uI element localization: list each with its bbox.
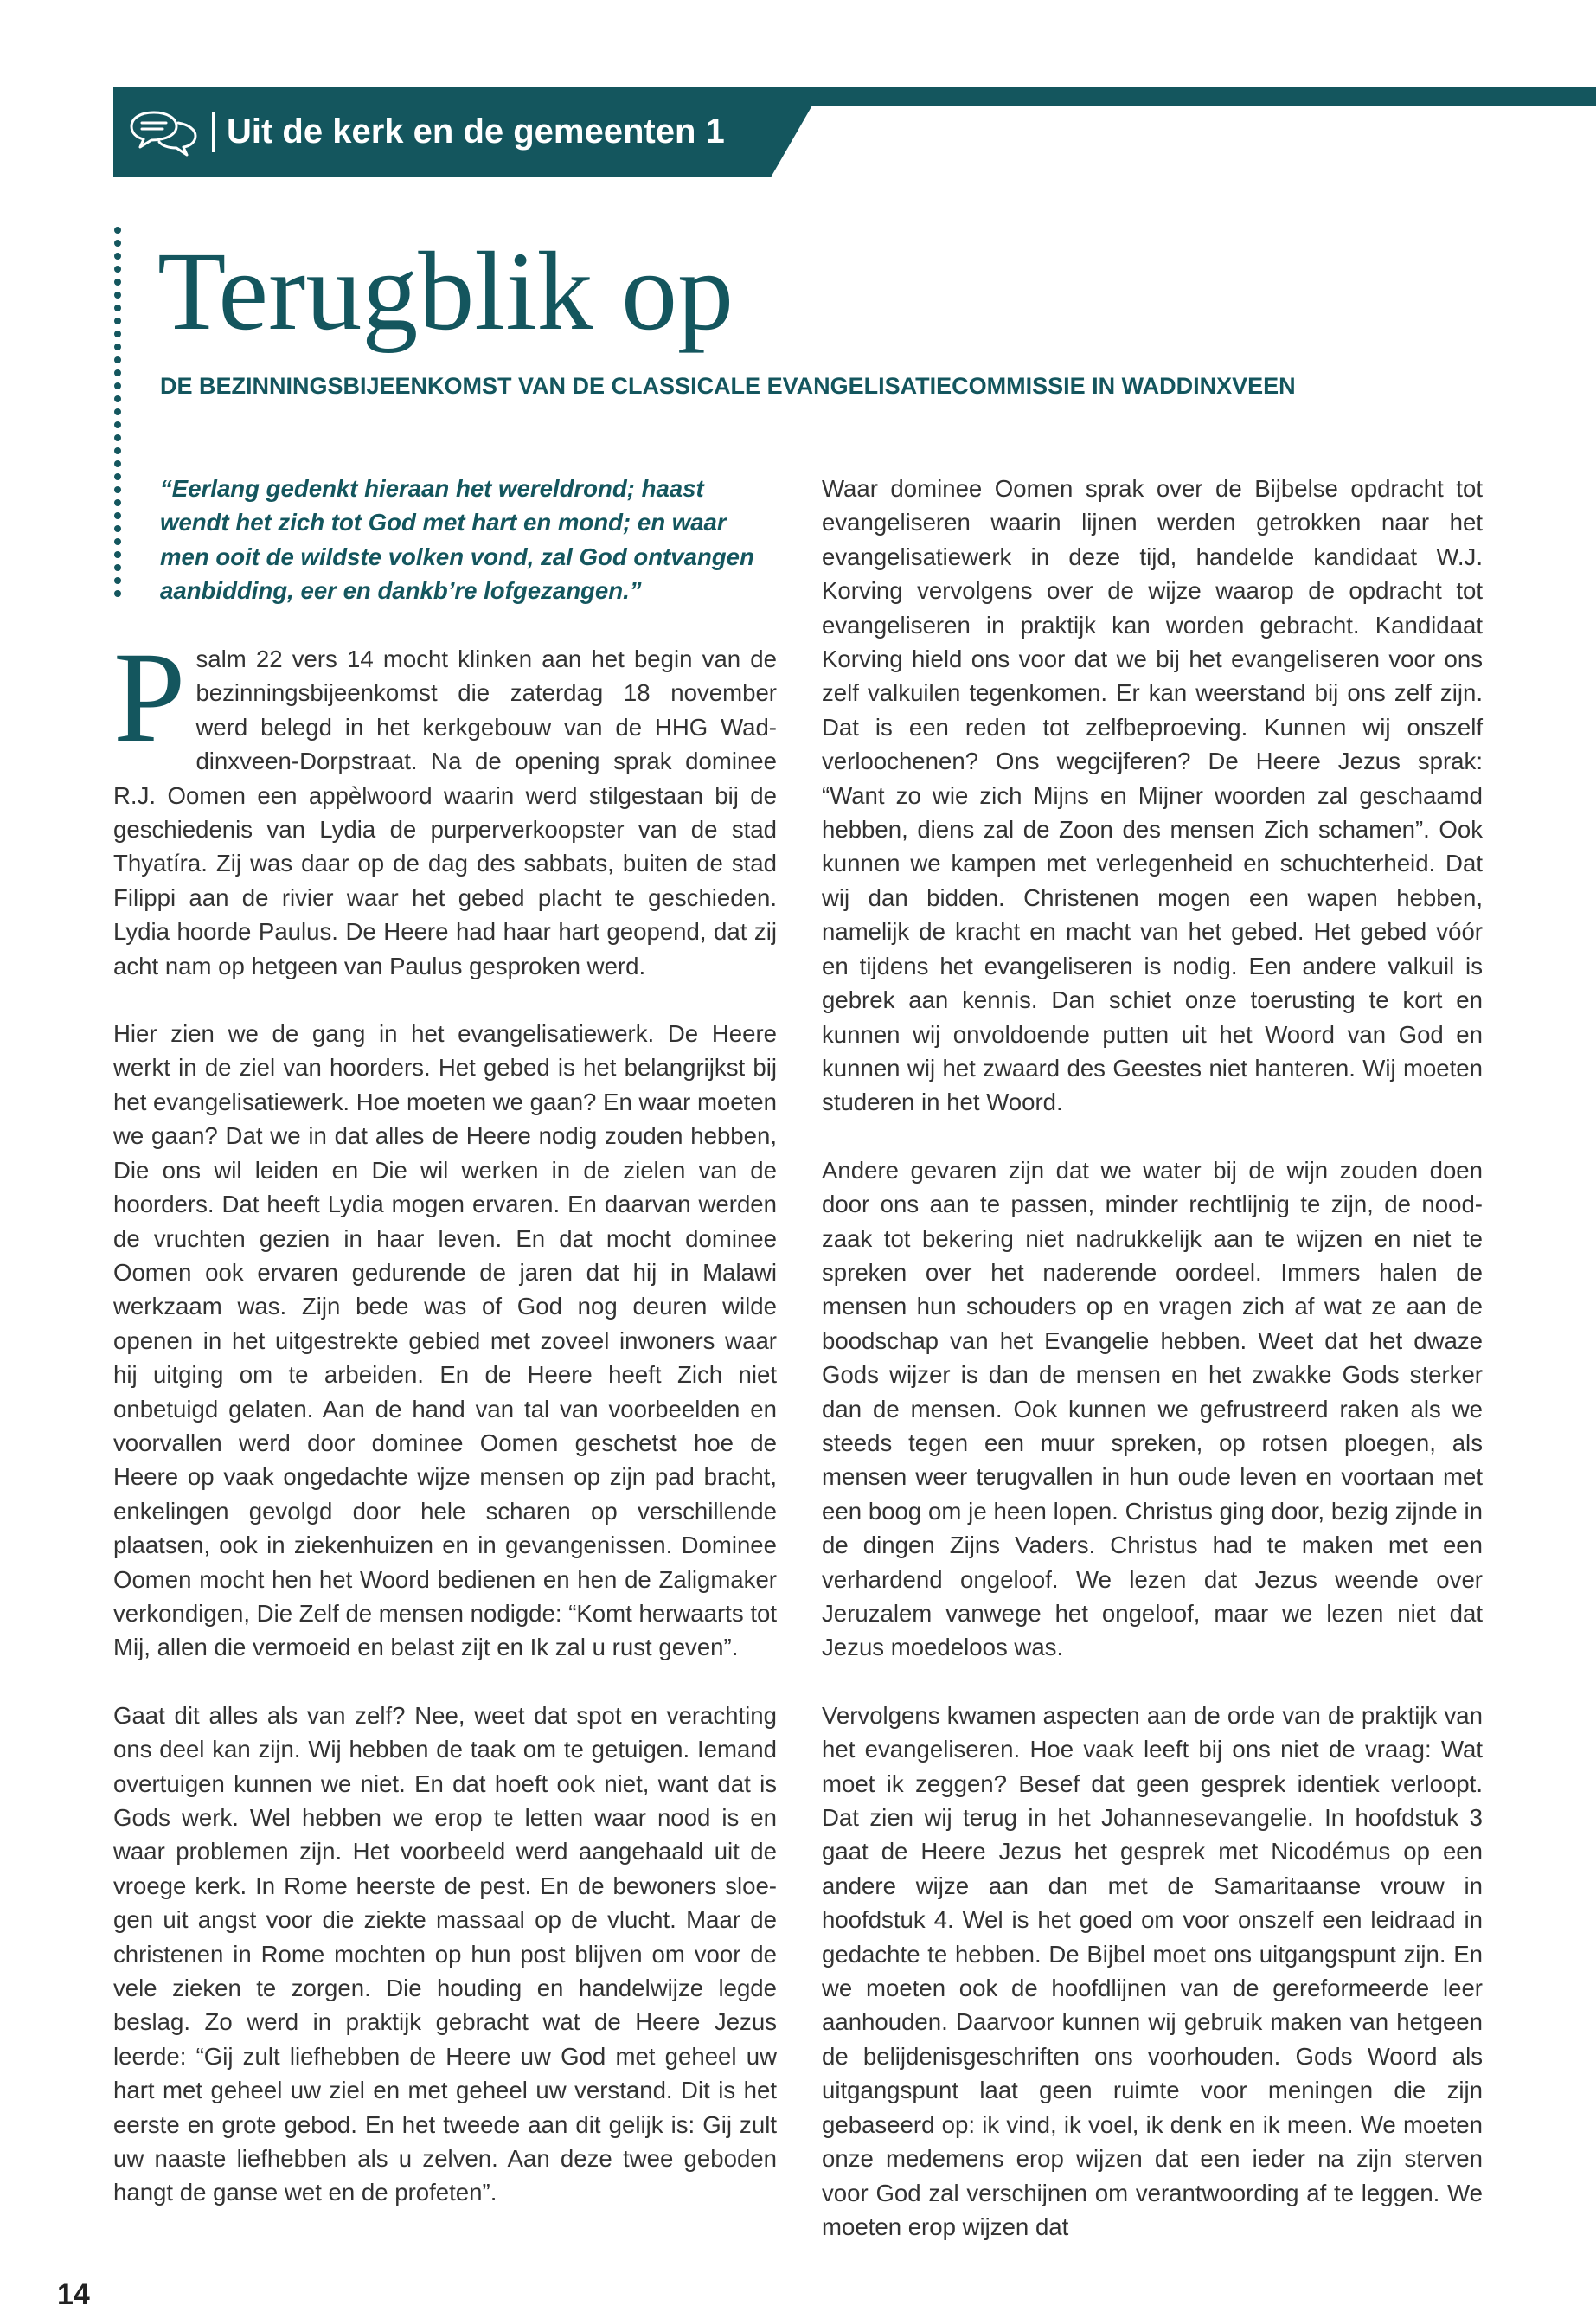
paragraph: Andere gevaren zijn dat we water bij de wijn zouden doen door ons aan te passen, minder rechtlijnig te zijn, de noodzaak tot bekering niet nadrukkelijk aan te wijzen en niet te spreken over het naderende oordeel. Immers halen de mensen hun schouders op en vragen zich af wat ze aan de boodschap van het Evangelie hebben. Weet dat het dwaze Gods wijzer is dan de mensen en het zwakke Gods sterker dan de mensen. Ook kunnen we gefrustreerd raken als we steeds tegen een muur spreken, op rotsen ploegen, als mensen weer terugvallen in hun oude leven en voortaan met een boog om je heen lopen. Christus ging door, bezig zijnde in de dingen Zijns Vaders. Christus had te maken met een verhardend ongeloof. We lezen dat Jezus weende over Jeruzalem vanwege het ongeloof, maar we lezen niet dat Jezus moedeloos was. <box>822 1156 1483 1661</box>
paragraph-text: salm 22 vers 14 mocht klinken aan het begin van de bezinningsbijeenkomst die zaterdag 18 november werd belegd in het kerkgebouw van de HHG Waddinxveen-Dorpstraat. Na de opening sprak dominee R.J. Oomen een appèlwoord waarin werd stilgestaan bij de geschiedenis van Lydia de purperverkoopster van de stad Thyatíra. Zij was daar op de dag des sabbats, buiten de stad Filippi aan de rivier waar het gebed placht te geschieden. Lydia hoorde Paulus. De Heere had haar hart geopend, dat zij acht nam op hetgeen van Paulus gesproken werd. <box>113 645 777 979</box>
paragraph: Waar dominee Oomen sprak over de Bijbelse opdracht tot evangeliseren waarin lijnen werden getrokken naar het evangelisatiewerk in deze tijd, handelde kandidaat W.J. Korving vervolgens over de wijze waarop de opdracht tot evangeliseren in praktijk kan worden gebracht. Kandidaat Korving hield ons voor dat we bij het evangeliseren voor ons zelf valkuilen tegenkomen. Er kan weerstand bij ons zelf zijn. Dat is een reden tot zelfbeproeving. Kunnen wij onszelf verloochenen? Ons wegcijferen? De Heere Jezus sprak: “Want zo wie zich Mijns en Mijner woorden zal geschaamd hebben, diens zal de Zoon des mensen Zich schamen”. Ook kunnen we kampen met verlegenheid en schuchterheid. Dat wij dan bidden. Christenen mogen een wapen hebben, namelijk de kracht en macht van het gebed. Het gebed vóór en tijdens het evangeliseren is nodig. Een andere valkuil is gebrek aan kennis. Dan schiet onze toerusting te kort en kunnen wij onvoldoende putten uit het Woord van God en kunnen wij het zwaard des Geestes niet hanteren. Wij moeten studeren in het Woord. <box>822 475 1483 1116</box>
article-subtitle: DE BEZINNINGSBIJEENKOMST VAN DE CLASSICALE EVANGELISATIECOMMISSIE IN WADDINXVEEN <box>160 373 1296 399</box>
paragraph: Vervolgens kwamen aspecten aan de orde van de praktijk van het evangeliseren. Hoe vaak leeft bij ons niet de vraag: Wat moet ik zeggen? Besef dat geen gesprek identiek verloopt. Dat zien wij terug in het Johannesevangelie. In hoofdstuk 3 gaat de Heere Jezus het gesprek met Nicodémus op een andere wijze aan dan met de Samaritaanse vrouw in hoofdstuk 4. Wel is het goed om voor onszelf een leidraad in gedachte te hebben. De Bijbel moet ons uitgangspunt zijn. En we moeten ook de hoofdlijnen van de gereformeerde leer aanhouden. Daarvoor kunnen wij gebruik maken van hetgeen de belijdenisgeschriften ons voorhouden. Gods Woord als uitgangspunt laat geen ruimte voor meningen die zijn gebaseerd op: ik vind, ik voel, ik denk en ik meen. We moeten onze medemens erop wijzen dat een ieder na zijn sterven voor God zal verschijnen om verantwoording af te leggen. We moeten erop wijzen dat <box>822 1701 1483 2240</box>
intro-quote: “Eerlang gedenkt hieraan het wereldrond; haast wendt het zich tot God met hart en mond; en waar men ooit de wildste volken vond, zal God ontvangen aanbidding, eer en dankb’re lofgezangen.” <box>160 475 754 605</box>
paragraph: Gaat dit alles als van zelf? Nee, weet dat spot en verachting ons deel kan zijn. Wij hebben de taak om te getuigen. Iemand overtuigen kunnen we niet. En dat hoeft ook niet, want dat is Gods werk. Wel hebben we erop te letten waar nood is en waar problemen zijn. Het voorbeeld werd aangehaald uit de vroege kerk. In Rome heerste de pest. En de bewoners sloegen uit angst voor die ziekte massaal op de vlucht. Maar de christenen in Rome mochten op hun post blijven om voor de vele zieken te zorgen. Die houding en handelwijze legde beslag. Zo werd in praktijk gebracht wat de Heere Jezus leerde: “Gij zult liefhebben de Heere uw God met geheel uw hart met geheel uw ziel en met geheel uw verstand. Dit is het eerste en grote gebod. En het tweede aan dit gelijk is: Gij zult uw naaste liefhebben als u zelven. Aan deze twee geboden hangt de ganse wet en de profeten”. <box>113 1701 777 2206</box>
drop-cap: P <box>113 626 186 769</box>
article-title: Terugblik op <box>157 229 734 354</box>
left-column <box>113 626 777 2244</box>
paragraph <box>113 626 777 983</box>
dotted-rule <box>111 225 125 606</box>
paragraph: Hier zien we de gang in het evangelisatiewerk. De Heere werkt in de ziel van hoorders. Het gebed is het belangrijkst bij het evangelisatiewerk. Hoe moeten we gaan? En waar moeten we gaan? Dat we in dat alles de Heere nodig zouden hebben, Die ons wil leiden en Die wil werken in de zielen van de hoorders. Dat heeft Lydia mogen ervaren. En daarvan werden de vruchten gezien in haar leven. En dat mocht dominee Oomen ook ervaren gedurende de jaren dat hij in Malawi werkzaam was. Zijn bede was of God nog deuren wilde openen in het uitgestrekte gebied met zoveel inwoners waar hij uitging om te arbeiden. En de Heere heeft Zich niet onbetuigd gelaten. Aan de hand van tal van voorbeelden en voorvallen werd door dominee Oomen geschetst hoe de Heere op vaak ongedachte wijze mensen op zijn pad bracht, enkelingen gevolgd door hele scharen op verschillende plaatsen, ook in ziekenhuizen en in gevangenissen. Dominee Oomen mocht hen het Woord bedienen en hen de Zaligmaker verkondigen, Die Zelf de mensen nodigde: “Komt herwaarts tot Mij, allen die vermoeid en belast zijt en Ik zal u rust geven”. <box>113 1020 777 1661</box>
page-number: 14 <box>57 2278 90 2311</box>
section-title: Uit de kerk en de gemeenten 1 <box>227 112 725 151</box>
right-column <box>822 472 1483 2277</box>
speech-bubbles-icon <box>128 107 199 161</box>
header-separator <box>212 112 215 152</box>
